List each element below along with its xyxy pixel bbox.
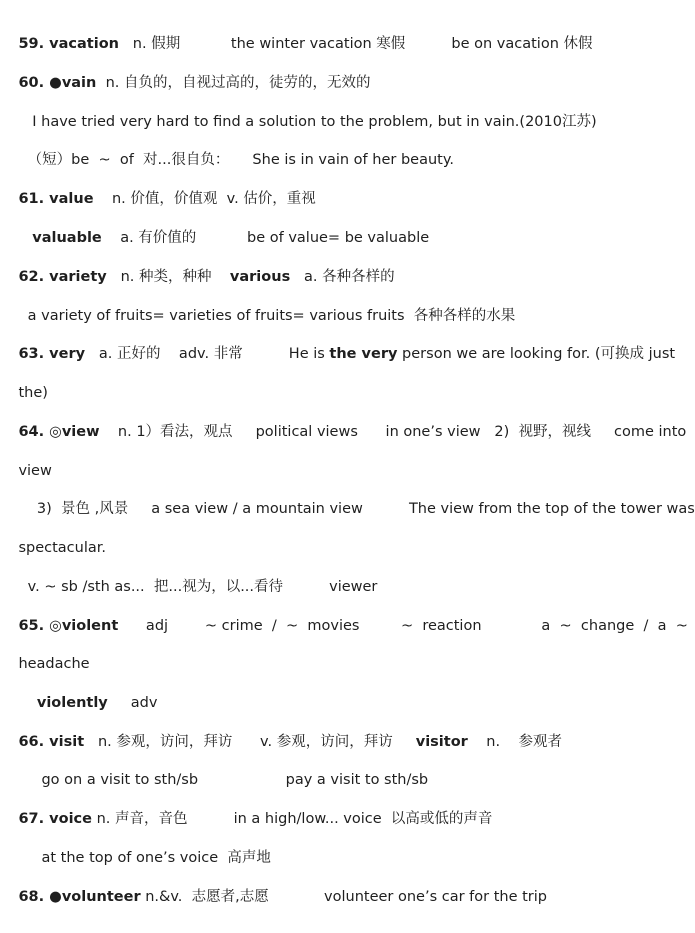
entry-65-line-1 — [0, 590, 688, 634]
phrase-the-very: the very — [329, 346, 398, 362]
entry-60-line-3 — [0, 124, 640, 168]
headword-vacation: 59. vacation — [18, 36, 119, 52]
entry-66-line-2 — [0, 744, 640, 788]
text-segment: n. 1）看法，观点 political views in one’s view 2) 视野，视线 come into — [99, 424, 687, 440]
entry-64-line-1 — [0, 396, 687, 440]
headword-vain: 60. ●vain — [18, 75, 97, 91]
text-segment: adj ~ crime / ~ movies ~ reaction a ~ change / a ~ — [118, 618, 688, 634]
text-segment: n. 种类，种种 — [106, 269, 230, 285]
text-segment: 3) 景色 ,风景 a sea view / a mountain view The view from the top of the tower was — [18, 501, 695, 517]
text-segment: n.&v. 志愿者,志愿 volunteer one’s car for the trip — [140, 889, 547, 905]
headword-voice: 67. voice — [18, 811, 92, 827]
text-segment: n. 参观，访问，拜访 v. 参观，访问，拜访 — [84, 734, 416, 750]
text-segment: a. 各种各样的 — [290, 269, 395, 285]
word-valuable: valuable — [32, 230, 102, 246]
entry-67-line-2 — [0, 822, 640, 866]
text-segment: a variety of fruits= varieties of fruits= various fruits 各种各样的水果 — [18, 308, 516, 324]
headword-value: 61. value — [18, 191, 94, 207]
text-segment: person we are looking for. (可换成 just — [397, 346, 676, 362]
entry-60-line-2 — [0, 86, 640, 130]
entry-68-line-1 — [0, 861, 640, 905]
text-segment: a. 有价值的 be of value= be valuable — [101, 230, 430, 246]
text-segment: at the top of one’s voice 高声地 — [18, 850, 271, 866]
entry-61-line-1 — [0, 163, 640, 207]
entry-67-line-1 — [0, 783, 640, 827]
word-various: various — [229, 269, 291, 285]
entry-64-line-4 — [0, 512, 640, 556]
entry-64-line-3 — [0, 473, 695, 517]
text-segment: a. 正好的 adv. 非常 He is — [85, 346, 330, 362]
headword-violent: 65. ◎violent — [18, 618, 119, 634]
entry-64-line-5 — [0, 551, 640, 595]
text-segment: adv — [107, 695, 158, 711]
text-segment: n. 自负的，自视过高的，徒劳的，无效的 — [96, 75, 371, 91]
headword-volunteer: 68. ●volunteer — [18, 889, 141, 905]
headword-variety: 62. variety — [18, 269, 107, 285]
entry-62-line-1 — [0, 241, 640, 285]
text-segment: v. ~ sb /sth as... 把...视为，以...看待 viewer — [18, 579, 378, 595]
entry-65-line-2 — [0, 628, 640, 672]
headword-visit: 66. visit — [18, 734, 85, 750]
text-segment: view — [18, 463, 52, 479]
entry-63-line-2 — [0, 357, 640, 401]
word-violently: violently — [36, 695, 108, 711]
text-segment: go on a visit to sth/sb pay a visit to sth/sb — [18, 772, 429, 788]
text-segment: the) — [18, 385, 48, 401]
entry-63-line-1 — [0, 318, 676, 362]
text-segment: n. 价值，价值观 v. 估价，重视 — [93, 191, 316, 207]
entry-59-line-1 — [0, 8, 640, 52]
text-segment: n. 假期 the winter vacation 寒假 be on vacation 休假 — [118, 36, 593, 52]
entry-62-line-2 — [0, 280, 640, 324]
headword-very: 63. very — [18, 346, 86, 362]
entry-61-line-2 — [0, 202, 640, 246]
entry-64-line-2 — [0, 435, 640, 479]
text-segment: （短）be ~ of 对...很自负： She is in vain of her beauty. — [18, 152, 454, 168]
text-segment: I have tried very hard to find a solution to the problem, but in vain.(2010江苏) — [18, 114, 597, 130]
entry-60-line-1 — [0, 47, 640, 91]
word-visitor: visitor — [415, 734, 468, 750]
entry-66-line-1 — [0, 706, 640, 750]
text-segment: n. 参观者 — [467, 734, 562, 750]
text-segment: spectacular. — [18, 540, 106, 556]
text-segment: n. 声音，音色 in a high/low... voice 以高或低的声音 — [92, 811, 493, 827]
text-segment: headache — [18, 656, 90, 672]
headword-view: 64. ◎view — [18, 424, 100, 440]
entry-65-line-3 — [0, 667, 640, 711]
